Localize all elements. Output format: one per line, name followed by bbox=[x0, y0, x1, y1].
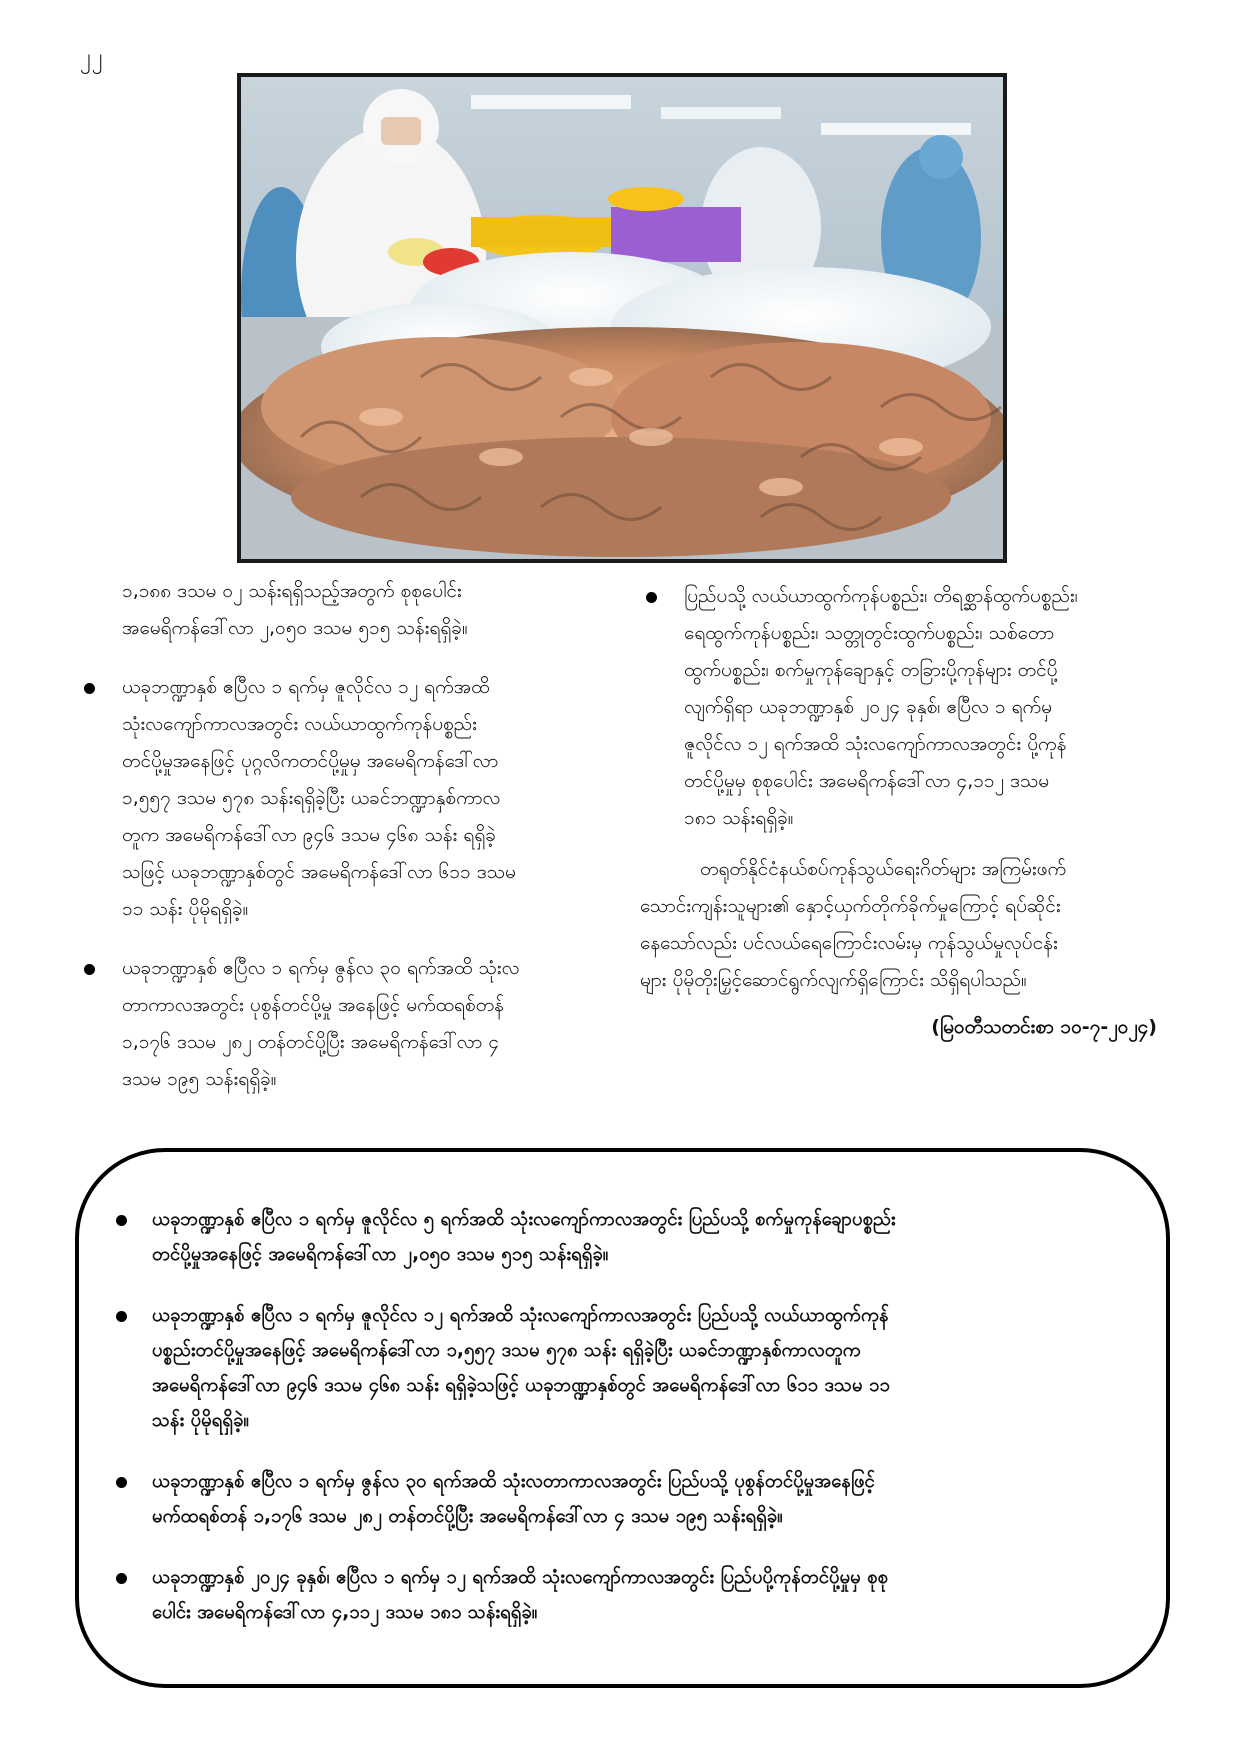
text-line: တင်ပို့မှုအနေဖြင့် အမေရိကန်ဒေါ်လာ ၂,၀၅၀ ဒသမ ၅၁၅ သန်းရရှိခဲ့။ bbox=[152, 1244, 609, 1265]
list-item bbox=[112, 1560, 1142, 1630]
text-line: ၁,၁၈၈ ဒသမ ၀၂ သန်းရရှိသည့်အတွက် စုစုပေါင်း bbox=[122, 580, 462, 602]
text-line: ပေါင်း အမေရိကန်ဒေါ်လာ ၄,၁၁၂ ဒသမ ၁၈၁ သန်းရရှိခဲ့။ bbox=[152, 1602, 538, 1623]
summary-list bbox=[112, 1202, 1142, 1656]
list-item bbox=[112, 1464, 1142, 1534]
text-line: ယခုဘဏ္ဍာနှစ် ဧပြီလ ၁ ရက်မှ ဇူလိုင်လ ၁၂ ရက်အထိ သုံးလကျော်ကာလအတွင်း ပြည်ပသို့ လယ်ယာထွက်ကုန် bbox=[152, 1305, 889, 1326]
text-line: ဇူလိုင်လ ၁၂ ရက်အထိ သုံးလကျော်ကာလအတွင်း ပို့ကုန် bbox=[684, 733, 1067, 755]
text-line: မက်ထရစ်တန် ၁,၁၇၆ ဒသမ ၂၈၂ တန်တင်ပို့ပြီး အမေရိကန်ဒေါ်လာ ၄ ဒသမ ၁၉၅ သန်းရရှိခဲ့။ bbox=[152, 1506, 783, 1527]
text-line: သုံးလကျော်ကာလအတွင်း လယ်ယာထွက်ကုန်ပစ္စည်း bbox=[122, 713, 477, 735]
source-citation: (မြဝတီသတင်းစာ ၁၀-၇-၂၀၂၄) bbox=[931, 1016, 1157, 1038]
text-line: ပြည်ပသို့ လယ်ယာထွက်ကုန်ပစ္စည်း၊ တိရစ္ဆာန်ထွက်ပစ္စည်း၊ bbox=[684, 585, 1078, 607]
text-line: ၁,၁၇၆ ဒသမ ၂၈၂ တန်တင်ပို့ပြီး အမေရိကန်ဒေါ်လာ ၄ bbox=[122, 1031, 500, 1053]
list-item bbox=[112, 1202, 1142, 1272]
text-line: ၁၁ သန်း ပိုမိုရရှိခဲ့။ bbox=[122, 898, 249, 920]
text-line: ယခုဘဏ္ဍာနှစ် ဧပြီလ ၁ ရက်မှ ဇွန်လ ၃၀ ရက်အထိ သုံးလတာကာလအတွင်း ပြည်ပသို့ ပုစွန်တင်ပို့မှုအနေဖြင့် bbox=[152, 1471, 875, 1492]
text-line: ၁,၅၅၇ ဒသမ ၅၇၈ သန်းရရှိခဲ့ပြီး ယခင်ဘဏ္ဍာနှစ်ကာလ bbox=[122, 787, 501, 809]
right-column bbox=[640, 578, 1165, 1046]
bullet-icon bbox=[84, 964, 95, 975]
shrimp-processing-photo-drawing bbox=[241, 77, 1003, 559]
text-line: တူက အမေရိကန်ဒေါ်လာ ၉၄၆ ဒသမ ၄၆၈ သန်း ရရှိခဲ့ bbox=[122, 824, 496, 846]
text-line: ရေထွက်ကုန်ပစ္စည်း၊ သတ္တုတွင်းထွက်ပစ္စည်း၊ သစ်တော bbox=[684, 622, 1055, 644]
text-line: များ ပိုမိုတိုးမြှင့်ဆောင်ရွက်လျက်ရှိကြောင်း သိရှိရပါသည်။ bbox=[640, 969, 1027, 991]
bullet-icon bbox=[116, 1311, 127, 1322]
bullet-icon bbox=[116, 1215, 127, 1226]
text-line: ၁၈၁ သန်းရရှိခဲ့။ bbox=[684, 807, 794, 829]
bullet-icon bbox=[84, 683, 95, 694]
left-intro bbox=[78, 573, 623, 647]
text-line: အမေရိကန်ဒေါ်လာ ၉၄၆ ဒသမ ၄၆၈ သန်း ရရှိခဲ့သဖြင့် ယခုဘဏ္ဍာနှစ်တွင် အမေရိကန်ဒေါ်လာ ၆၁၁ ဒသမ ၁၁ bbox=[152, 1375, 890, 1396]
shrimp-processing-photo bbox=[237, 73, 1007, 563]
text-line: ယခုဘဏ္ဍာနှစ် ဧပြီလ ၁ ရက်မှ ဇူလိုင်လ ၁၂ ရက်အထိ bbox=[122, 676, 490, 698]
bullet-icon bbox=[646, 592, 657, 603]
list-item bbox=[78, 950, 623, 1098]
text-line: ယခုဘဏ္ဍာနှစ် ဧပြီလ ၁ ရက်မှ ဇူလိုင်လ ၅ ရက်အထိ သုံးလကျော်ကာလအတွင်း ပြည်ပသို့ စက်မှုကုန်ချောပစ္စည်း bbox=[152, 1209, 896, 1230]
left-column bbox=[78, 573, 623, 1098]
text-line: ထွက်ပစ္စည်း၊ စက်မှုကုန်ချောနှင့် တခြားပို့ကုန်များ တင်ပို့ bbox=[684, 659, 1058, 681]
bullet-icon bbox=[116, 1573, 127, 1584]
page-number: ၂၂ bbox=[80, 45, 104, 70]
text-line: ပစ္စည်းတင်ပို့မှုအနေဖြင့် အမေရိကန်ဒေါ်လာ ၁,၅၅၇ ဒသမ ၅၇၈ သန်း ရရှိခဲ့ပြီး ယခင်ဘဏ္ဍာနှစ်ကာလတူက bbox=[152, 1340, 861, 1361]
text-line: သဖြင့် ယခုဘဏ္ဍာနှစ်တွင် အမေရိကန်ဒေါ်လာ ၆၁၁ ဒသမ bbox=[122, 861, 516, 883]
text-line: သန်း ပိုမိုရရှိခဲ့။ bbox=[152, 1410, 249, 1431]
paragraph bbox=[640, 851, 1165, 999]
text-line: တင်ပို့မှုအနေဖြင့် ပုဂ္ဂလိကတင်ပို့မှုမှ အမေရိကန်ဒေါ်လာ bbox=[122, 750, 499, 772]
text-line: အမေရိကန်ဒေါ်လာ ၂,၀၅၀ ဒသမ ၅၁၅ သန်းရရှိခဲ့။ bbox=[122, 617, 468, 639]
text-line: လျက်ရှိရာ ယခုဘဏ္ဍာနှစ် ၂၀၂၄ ခုနှစ်၊ ဧပြီလ ၁ ရက်မှ bbox=[684, 696, 1052, 718]
text-line: ယခုဘဏ္ဍာနှစ် ဧပြီလ ၁ ရက်မှ ဇွန်လ ၃၀ ရက်အထိ သုံးလ bbox=[122, 957, 520, 979]
list-item bbox=[112, 1298, 1142, 1438]
text-line: တင်ပို့မှုမှ စုစုပေါင်း အမေရိကန်ဒေါ်လာ ၄,၁၁၂ ဒသမ bbox=[684, 770, 1050, 792]
text-line: တရုတ်နိုင်ငံနယ်စပ်ကုန်သွယ်ရေးဂိတ်များ အကြမ်းဖက် bbox=[700, 858, 1067, 880]
text-line: ယခုဘဏ္ဍာနှစ် ၂၀၂၄ ခုနှစ်၊ ဧပြီလ ၁ ရက်မှ ၁၂ ရက်အထိ သုံးလကျော်ကာလအတွင်း ပြည်ပပို့ကုန်တင်ပို့မှုမှ စုစု bbox=[152, 1567, 888, 1588]
text-line: နေသော်လည်း ပင်လယ်ရေကြောင်းလမ်းမှ ကုန်သွယ်မှုလုပ်ငန်း bbox=[640, 932, 1058, 954]
list-item bbox=[78, 669, 623, 928]
bullet-icon bbox=[116, 1477, 127, 1488]
text-line: တာကာလအတွင်း ပုစွန်တင်ပို့မှု အနေဖြင့် မက်ထရစ်တန် bbox=[122, 994, 504, 1016]
list-item bbox=[640, 578, 1165, 837]
text-line: သောင်းကျန်းသူများ၏ နှောင့်ယှက်တိုက်ခိုက်မှုကြောင့် ရပ်ဆိုင်း bbox=[640, 895, 1061, 917]
text-line: ဒသမ ၁၉၅ သန်းရရှိခဲ့။ bbox=[122, 1068, 277, 1090]
